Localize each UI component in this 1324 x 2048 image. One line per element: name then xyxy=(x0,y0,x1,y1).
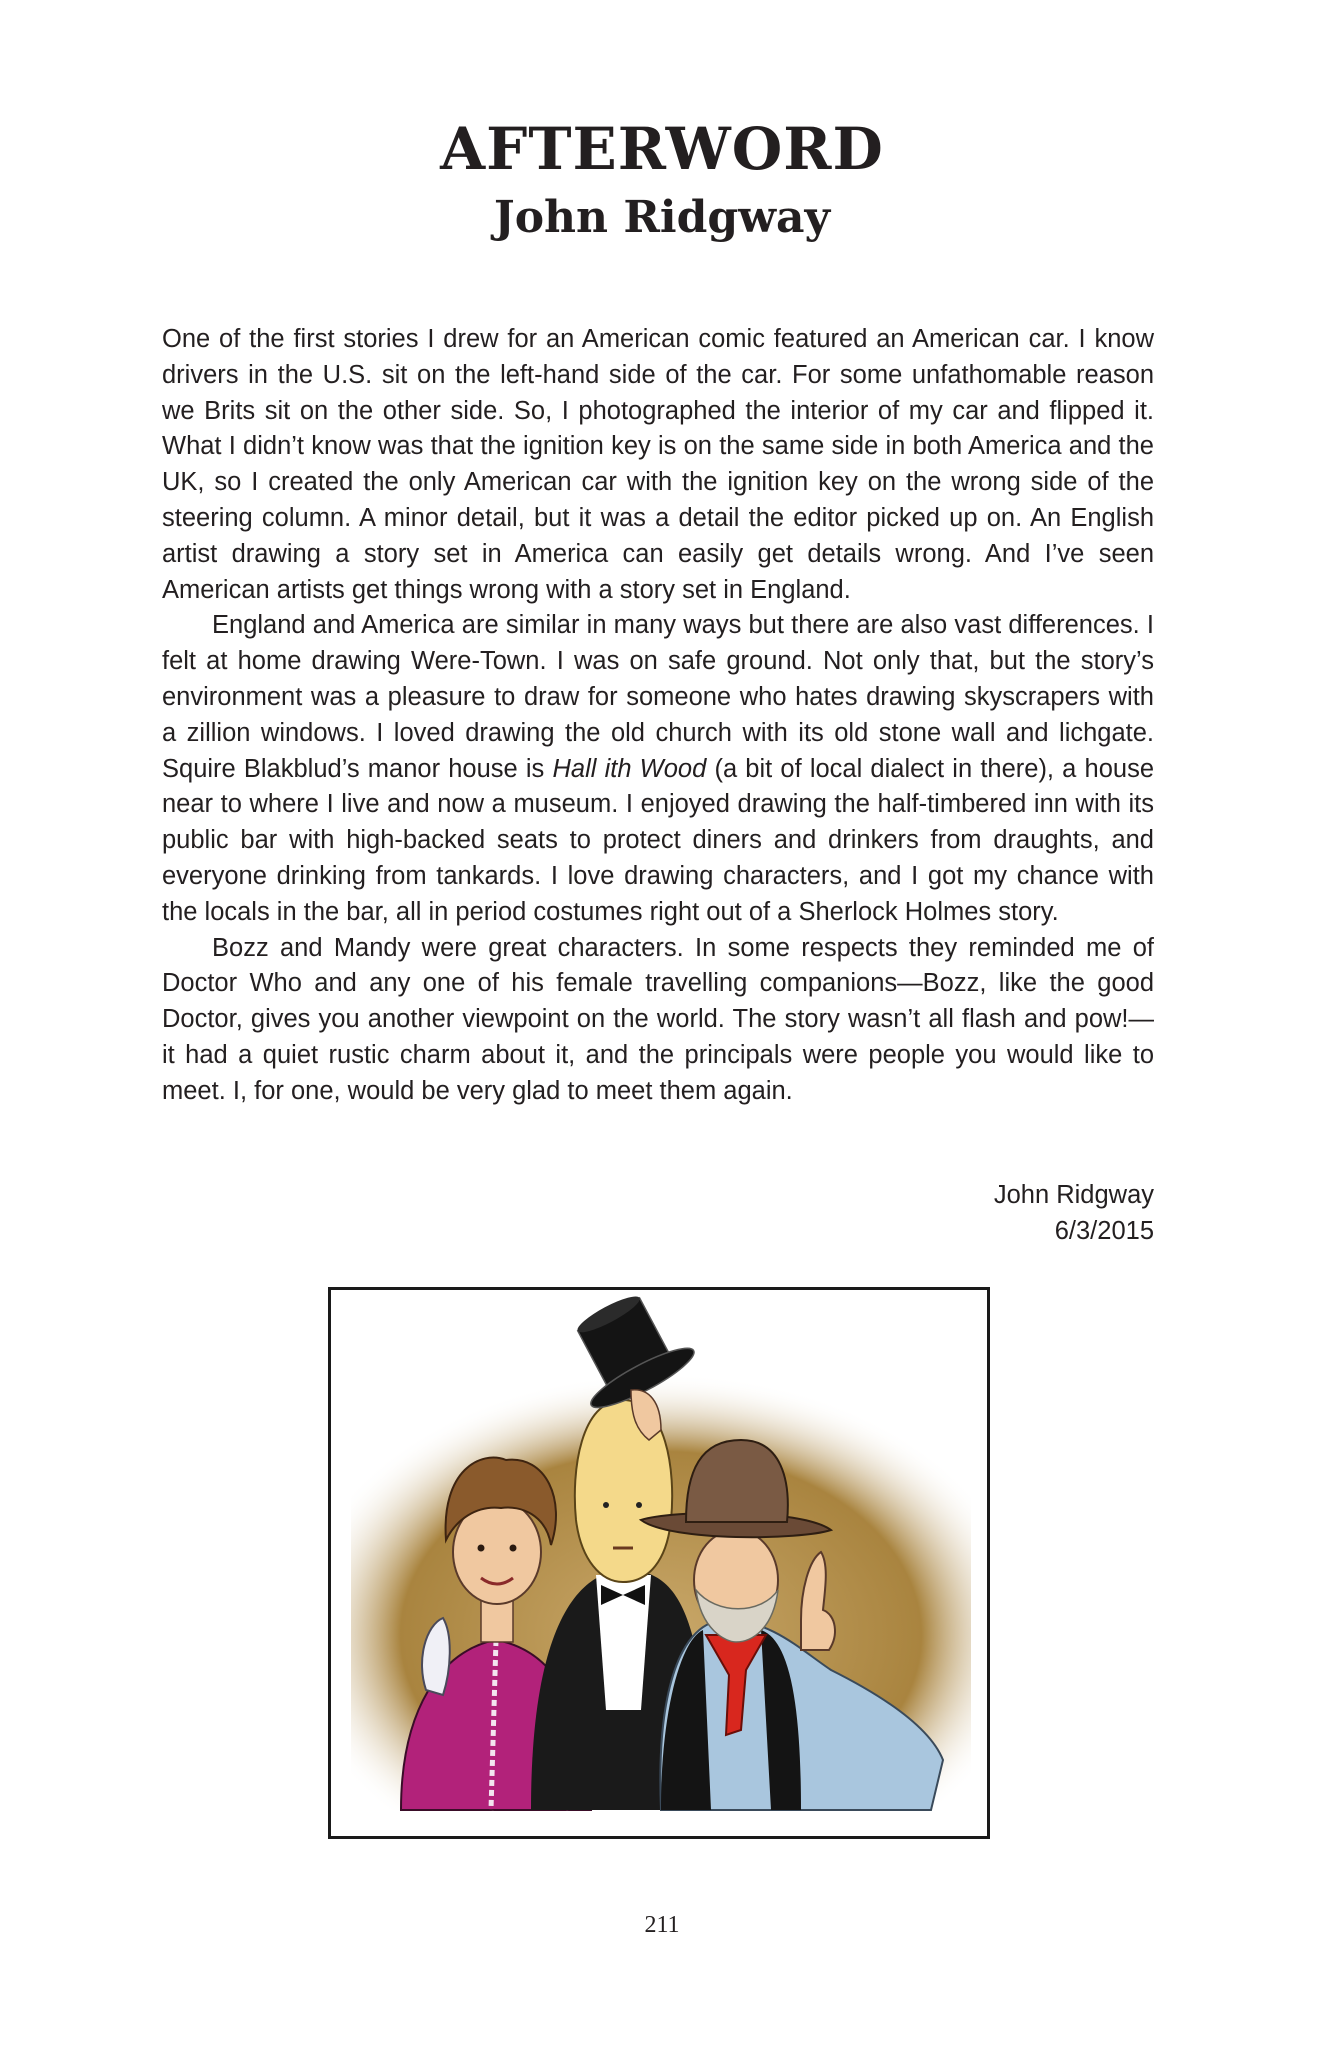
character-illustration xyxy=(328,1287,990,1839)
page-title: AFTERWORD xyxy=(440,115,884,183)
page-author: John Ridgway xyxy=(493,192,831,243)
paragraph-2 xyxy=(162,608,1154,930)
afterword-body xyxy=(162,322,1154,1110)
paragraph-2-text-b: (a bit of local dialect in there), a house near to where I live and now a museum. I enjoyed drawing the half-timbered inn with its public bar with high-backed seats to protect diners and drinkers from draughts, and everyone drinking from tankards. I love drawing characters, and I got my chance with the locals in the bar, all in period costumes right out of a Sherlock Holmes story. xyxy=(162,754,1155,926)
bald-man-eye-right xyxy=(636,1502,642,1508)
illustration-svg xyxy=(331,1290,987,1836)
signature-name: John Ridgway xyxy=(993,1181,1154,1209)
bald-man-eye-left xyxy=(603,1502,609,1508)
hall-ith-wood-italic: Hall ith Wood xyxy=(552,754,707,783)
woman-eye-left xyxy=(478,1545,485,1552)
signature-date: 6/3/2015 xyxy=(1054,1216,1154,1245)
signature-block xyxy=(994,1178,1154,1250)
paragraph-1: One of the first stories I drew for an American comic featured an American car. I know drivers in the U.S. sit on the left-hand side of the car. For some unfathomable reason we Brits sit on the other side. So, I photographed the interior of my car and flipped it. What I didn’t know was that the ignition key is on the same side in both America and the UK, so I created the only American car with the ignition key on the wrong side of the steering column. A minor detail, but it was a detail the editor picked up on. An English artist drawing a story set in America can easily get details wrong. And I’ve seen American artists get things wrong with a story set in England. xyxy=(162,325,1154,604)
paragraph-3: Bozz and Mandy were great characters. In some respects they reminded me of Doctor Who and any one of his female travelling companions—Bozz, like the good Doctor, gives you another viewpoint on the world. The story wasn’t all flash and pow!— it had a quiet rustic charm about it, and the principals were people you would like to meet. I, for one, would be very glad to meet them again. xyxy=(162,933,1154,1105)
page-number: 211 xyxy=(644,1912,680,1938)
woman-eye-right xyxy=(510,1545,517,1552)
paragraph-2-text-a: England and America are similar in many ways but there are also vast differences. I felt at home drawing Were-Town. I was on safe ground. Not only that, but the story’s environment was a pleasure to draw for someone who hates drawing skyscrapers with a zillion windows. I loved drawing the old church with its old stone wall and lichgate. Squire Blakblud’s manor house is xyxy=(162,611,1154,783)
